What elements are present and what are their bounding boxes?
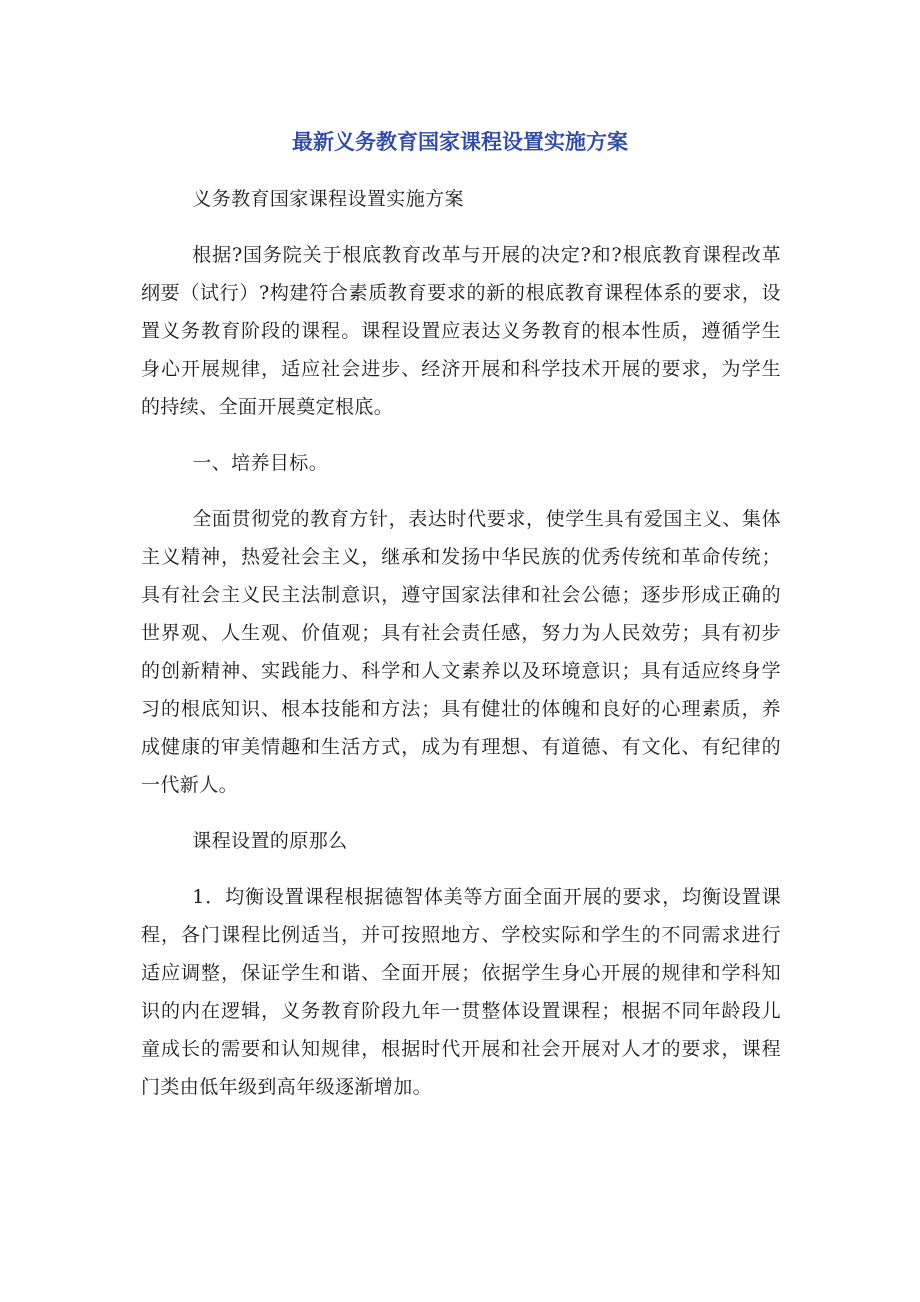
paragraph-intro: 根据?国务院关于根底教育改革与开展的决定?和?根底教育课程改革纲要（试行）?构建符合素质教育要求的新的根底教育课程体系的要求，设置义务教育阶段的课程。课程设置应表达义务教育的根本性质，遵循学生身心开展规律，适应社会进步、经济开展和科学技术开展的要求，为学生的持续、全面开展奠定根底。 — [141, 244, 781, 418]
document-body — [141, 180, 781, 1124]
paragraph-goals: 全面贯彻党的教育方针，表达时代要求，使学生具有爱国主义、集体主义精神，热爱社会主义，继承和发扬中华民族的优秀传统和革命传统；具有社会主义民主法制意识，遵守国家法律和社会公德；逐步形成正确的世界观、人生观、价值观；具有社会责任感，努力为人民效劳；具有初步的创新精神、实践能力、科学和人文素养以及环境意识；具有适应终身学习的根底知识、根本技能和方法；具有健壮的体魄和良好的心理素质，养成健康的审美情趣和生活方式，成为有理想、有道德、有文化、有纪律的一代新人。 — [141, 508, 781, 796]
section-heading-goals: 一、培养目标。 — [192, 452, 329, 474]
paragraph-principle-1: 1．均衡设置课程根据德智体美等方面全面开展的要求，均衡设置课程，各门课程比例适当，并可按照地方、学校实际和学生的不同需求进行适应调整，保证学生和谐、全面开展；依据学生身心开展的规律和学科知识的内在逻辑，义务教育阶段九年一贯整体设置课程；根据不同年龄段儿童成长的需要和认知规律，根据时代开展和社会开展对人才的要求，课程门类由低年级到高年级逐渐增加。 — [141, 886, 781, 1098]
document-subtitle: 义务教育国家课程设置实施方案 — [192, 188, 464, 210]
document-title: 最新义务教育国家课程设置实施方案 — [292, 129, 628, 154]
section-heading-principles: 课程设置的原那么 — [192, 830, 348, 852]
